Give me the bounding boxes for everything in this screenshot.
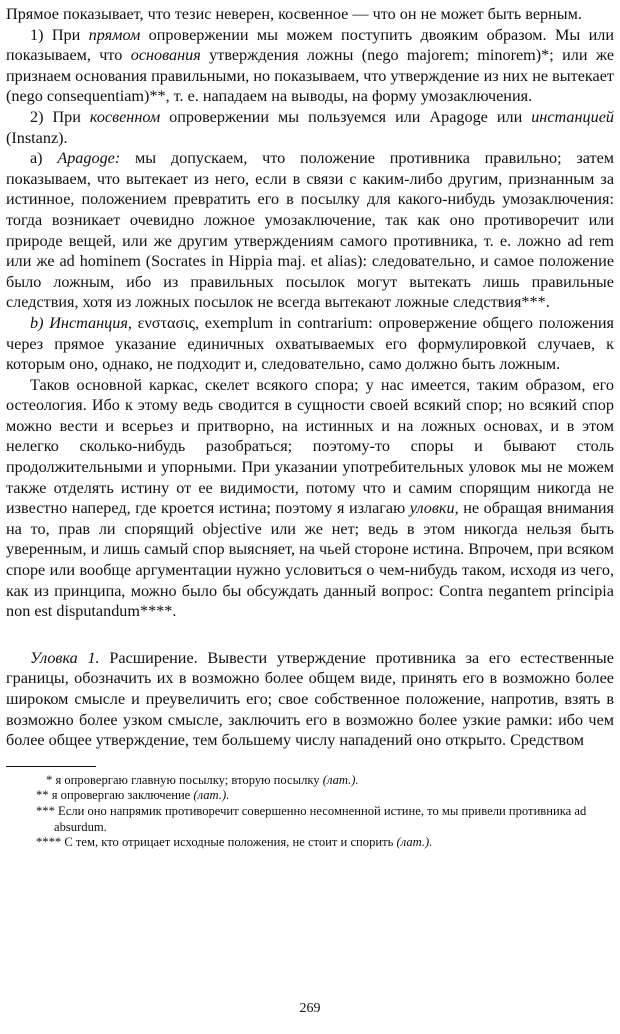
text-run: 1) При xyxy=(30,25,89,44)
main-text xyxy=(6,4,614,751)
text-run: 2) При xyxy=(30,107,90,126)
paragraph xyxy=(6,648,614,751)
paragraph xyxy=(6,148,614,313)
italic-text: (лат.). xyxy=(193,788,230,803)
text-run: Таков основной каркас, скелет всякого спора; у нас имеется, таким образом, его остеология. Ибо к этому ведь сводится в сущности своей всякий спор; но всякий спор можно вести и всерьез и притворно, на истинных и на ложных основах, и в этом нелегко сколько-нибудь разобраться; поэтому-то споры и бывают столь продолжительными и упорными. При указании употребительных уловок мы не можем также отделять истину от ее видимости, потому что и самим спорящим никогда не известно наперед, где кроется истина; поэтому я излагаю xyxy=(6,375,614,518)
italic-text: (лат.). xyxy=(322,772,359,787)
italic-text: основания xyxy=(130,46,201,65)
italic-text: b) Инстанция, xyxy=(30,313,132,332)
text-run: опровержении мы пользуемся или Apagoge или xyxy=(160,107,532,126)
footnote-divider xyxy=(6,766,96,767)
paragraph xyxy=(6,4,614,25)
italic-text: уловки, xyxy=(409,499,459,518)
page-number: 269 xyxy=(299,1001,321,1016)
text-run: опровержении мы можем поступить двояким образом. Мы или показываем, что xyxy=(6,25,614,65)
paragraph xyxy=(6,375,614,622)
text-run: Расширение. Вывести утверждение противника за его естественные границы, обозначить их в возможно более общем виде, принять его в возможно более широком смысле и преувеличить его; свое собственное положение, напротив, взять в возможно более узком смысле, заключить его в возможно более узкие рамки: ибо чем более общее утверждение, тем большему числу нападений оно открыто. Средством xyxy=(6,648,614,750)
italic-text: Уловка 1. xyxy=(30,648,100,667)
text-run: мы допускаем, что положение противника правильно; затем показываем, что вытекает из него, если в связи с каким-либо другим, признанным за истинное, положением превратить его в посылку для какого-нибудь умозаключения: тогда возникает очевидно ложное умозаключение, так как оно противоречит или природе вещей, или же другим утверждениям самого противника, т. е. ложно ad rem или же ad hominem (Socrates in Hippia maj. et alias): следовательно, и самое положение было ложным, ибо из правильных посылок могут вытекать лишь правильные следствия, хотя из ложных посылок не всегда вытекают ложные следствия***. xyxy=(6,149,615,312)
paragraph xyxy=(6,107,614,148)
text-run: **** С тем, кто отрицает исходные положения, не стоит и спорить xyxy=(36,835,397,850)
text-run: утверждения ложны (nego majorem; minorem)*; или же признаем основания правильными, но показываем, что утверждение из них не вытекает (nego consequentiam)**, т. е. нападаем на выводы, на форму умозаключения. xyxy=(6,46,614,106)
footnote xyxy=(6,835,614,851)
footnote xyxy=(6,788,614,804)
italic-text: косвенном xyxy=(89,107,161,126)
footnote xyxy=(6,773,614,789)
text-run: ενστασις, exemplum in contrarium: опровержение общего положения через прямое указание единичных охватываемых его формулировкой случаев, к которым оно, однако, не подходит и, следовательно, само должно быть ложным. xyxy=(6,313,614,374)
footnote xyxy=(6,804,614,835)
paragraph xyxy=(6,25,614,107)
text-run: * я опровергаю главную посылку; вторую посылку xyxy=(46,772,323,787)
italic-text: прямом xyxy=(88,25,141,44)
text-run: а) xyxy=(30,149,58,168)
paragraph xyxy=(6,313,614,375)
text-run: (Instanz). xyxy=(6,128,68,147)
text-run: *** Если оно напрямик противоречит совершенно несомненной истине, то мы привели противника ad absurdum. xyxy=(36,803,587,834)
text-run: Прямое показывает, что тезис неверен, косвенное — что он не может быть верным. xyxy=(6,5,582,23)
italic-text: (лат.). xyxy=(396,835,433,850)
italic-text: Apagoge: xyxy=(57,149,121,168)
text-run: не обращая внимания на то, прав ли спорящий objective или же нет; ведь в этом никогда нельзя быть уверенным, и лишь самый спор выясняет, на чьей стороне истина. Впрочем, при всяком споре или вообще аргументации нужно условиться о чем-нибудь таком, исходя из чего, как из принципа, можно было бы обсуждать данный вопрос: Contra negantem principia non est disputandum****. xyxy=(6,499,614,621)
footnotes xyxy=(6,773,614,851)
text-run: ** я опровергаю заключение xyxy=(36,788,194,803)
italic-text: инстанцией xyxy=(531,107,614,126)
